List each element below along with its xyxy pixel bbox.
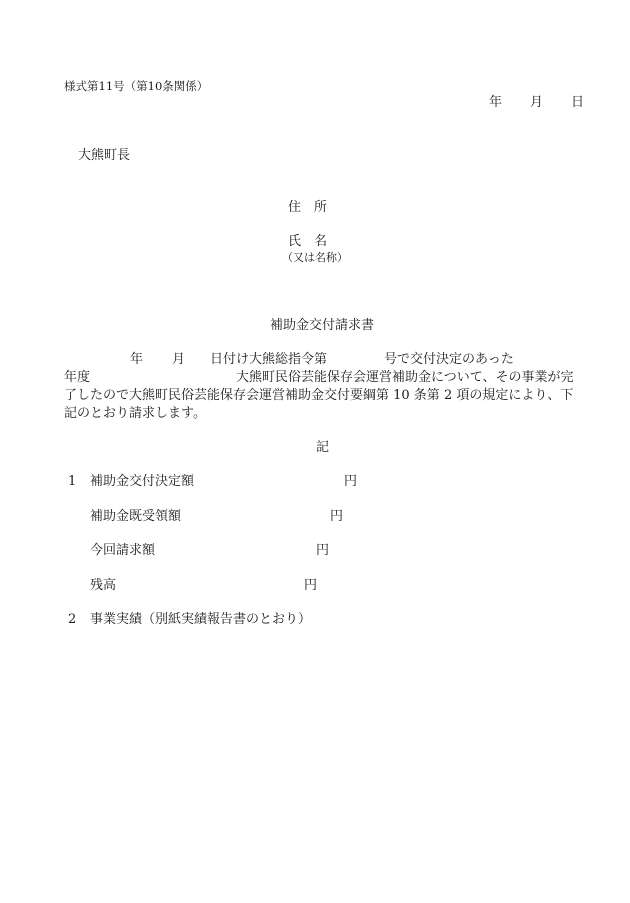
- balance-unit: 円: [304, 578, 318, 593]
- item-number-2: 2: [68, 612, 77, 627]
- body-year-label: 年: [130, 352, 144, 367]
- document-title: 補助金交付請求書: [270, 318, 375, 333]
- date-year-label: 年: [489, 95, 503, 110]
- name-label: 氏 名: [288, 234, 328, 249]
- decided-amount-label: 補助金交付決定額: [90, 474, 195, 489]
- current-request-unit: 円: [316, 543, 330, 558]
- body-line-1: 日付け大熊総指令第: [210, 352, 328, 367]
- name-note: （又は名称）: [282, 251, 348, 264]
- ki-heading: 記: [316, 440, 330, 455]
- body-line-2: 大熊町民俗芸能保存会運営補助金について、その事業が完: [236, 370, 574, 385]
- decided-amount-unit: 円: [344, 474, 358, 489]
- date-month-label: 月: [530, 95, 544, 110]
- body-line-3: 了したので大熊町民俗芸能保存会運営補助金交付要綱第 10 条第 2 項の規定により、下: [64, 388, 574, 403]
- body-month-label: 月: [172, 352, 186, 367]
- form-number: 様式第11号（第10条関係）: [64, 79, 209, 93]
- body-fiscal-year-label: 年度: [64, 370, 91, 385]
- address-label: 住 所: [288, 200, 328, 215]
- item-number-1: 1: [68, 474, 77, 489]
- date-day-label: 日: [571, 95, 585, 110]
- addressee: 大熊町長: [78, 148, 131, 163]
- body-line-4: 記のとおり請求します。: [64, 406, 206, 421]
- performance-label: 事業実績（別紙実績報告書のとおり）: [90, 612, 312, 627]
- received-amount-unit: 円: [330, 509, 344, 524]
- body-line-1-tail: 号で交付決定のあった: [384, 352, 514, 367]
- current-request-label: 今回請求額: [90, 543, 156, 558]
- balance-label: 残高: [90, 578, 117, 593]
- received-amount-label: 補助金既受領額: [90, 509, 182, 524]
